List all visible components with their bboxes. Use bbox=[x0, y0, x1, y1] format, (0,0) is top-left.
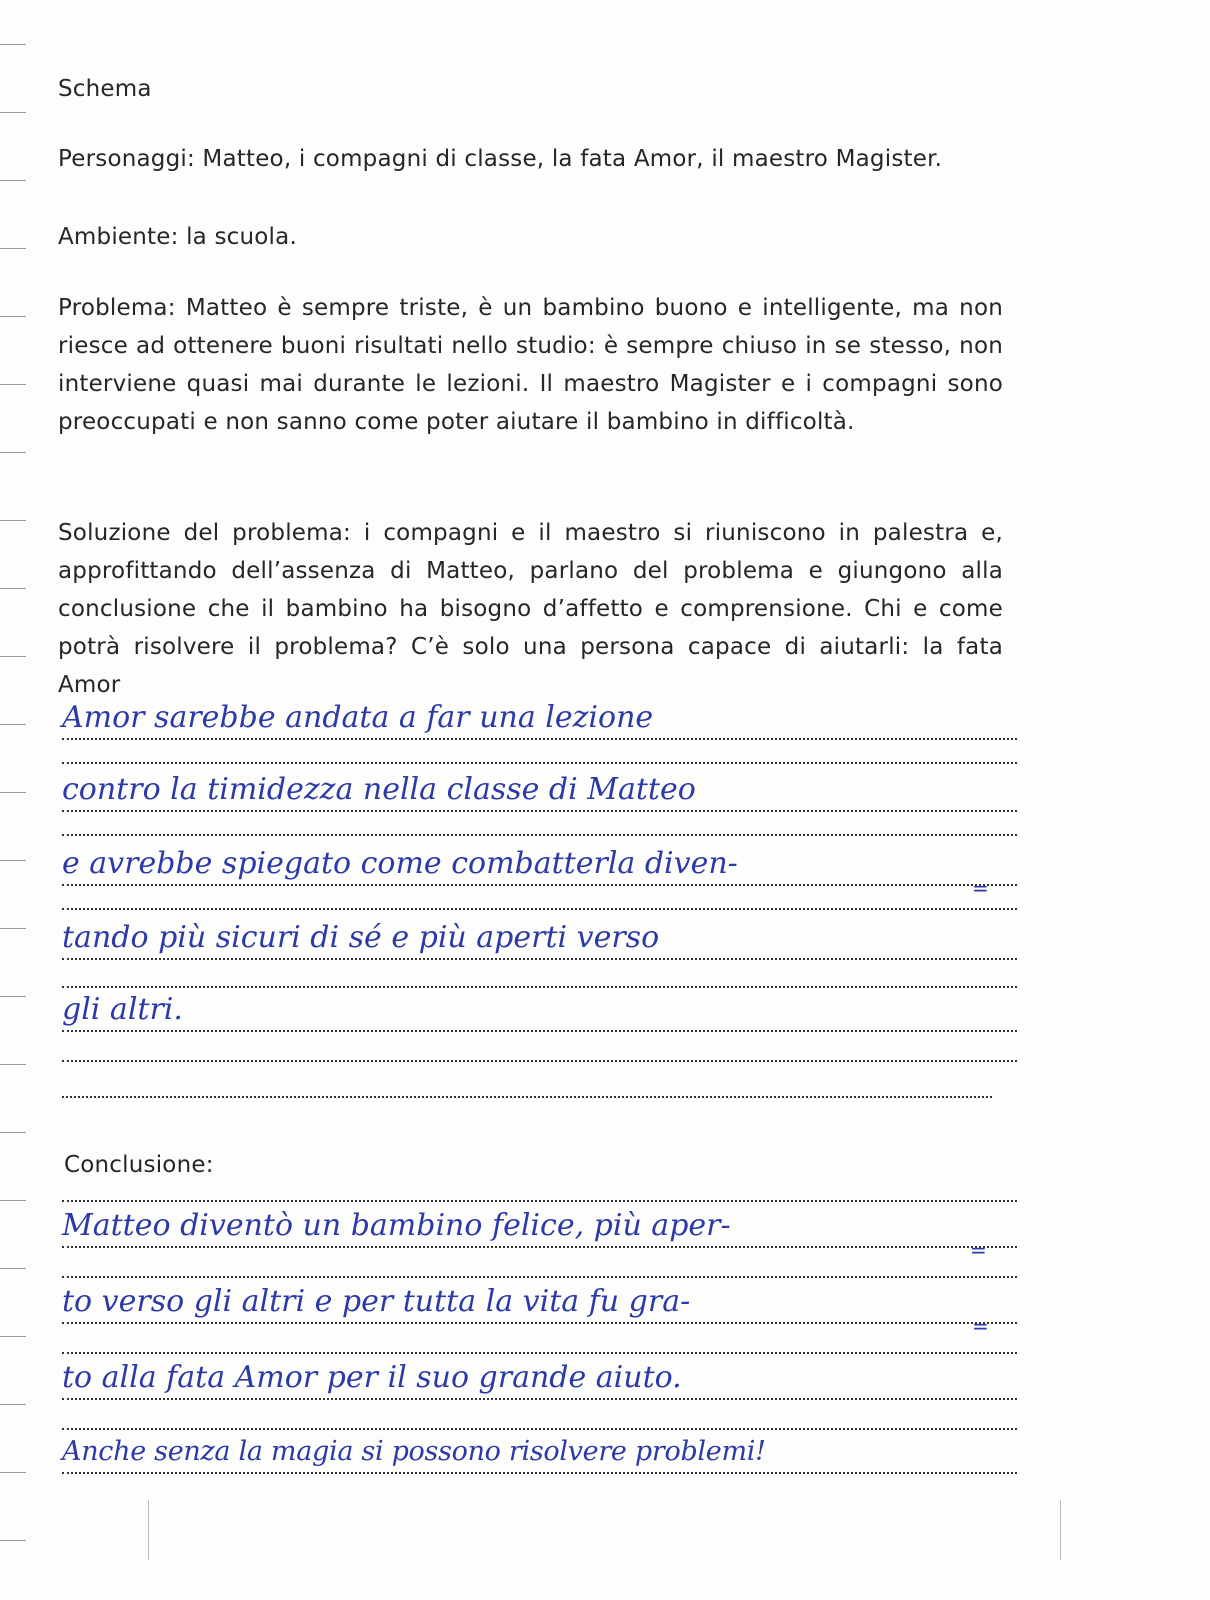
setting-line: Ambiente: la scuola. bbox=[58, 224, 297, 250]
dotted-rule bbox=[62, 908, 1017, 910]
solution-paragraph: Soluzione del problema: i compagni e il maestro si riuniscono in palestra e, approfittando dell’assenza di Matteo, parlano del problema e giungono alla conclusione che il bambino ha bisogno d’affetto e comprensione. Chi e come potrà risolvere il problema? C’è solo una persona capace di aiutarli: la fata Amor bbox=[58, 520, 1003, 698]
dotted-rule bbox=[62, 1096, 992, 1098]
characters-line: Personaggi: Matteo, i compagni di classe, la fata Amor, il maestro Magister. bbox=[58, 146, 943, 172]
dotted-rule bbox=[62, 1352, 1017, 1354]
handwritten-solution-line: e avrebbe spiegato come combatterla diven- bbox=[62, 844, 1017, 886]
notebook-margin-ticks bbox=[0, 0, 30, 1600]
conclusion-label: Conclusione: bbox=[64, 1152, 214, 1178]
handwritten-conclusion-line: to verso gli altri e per tutta la vita fu gra- bbox=[62, 1282, 1017, 1324]
handwritten-solution-line: contro la timidezza nella classe di Matteo bbox=[62, 770, 1017, 812]
dotted-rule bbox=[62, 1428, 1017, 1430]
handwritten-solution-line: tando più sicuri di sé e più aperti verso bbox=[62, 918, 1017, 960]
page-title: Schema bbox=[58, 76, 152, 102]
dotted-rule bbox=[62, 986, 1017, 988]
problem-paragraph: Problema: Matteo è sempre triste, è un bambino buono e intelligente, ma non riesce ad ottenere buoni risultati nello studio: è sempre chiuso in se stesso, non interviene quasi mai durante le lezioni. Il maestro Magister e i compagni sono preoccupati e non sanno come poter aiutare il bambino in difficoltà. bbox=[58, 295, 1003, 435]
handwritten-solution-line: Amor sarebbe andata a far una lezione bbox=[62, 698, 1017, 740]
paper-edge-line bbox=[148, 1500, 149, 1560]
dotted-rule bbox=[62, 1276, 1017, 1278]
handwritten-solution-line: gli altri. bbox=[62, 990, 1017, 1032]
hyphen-mark: = bbox=[972, 1314, 989, 1338]
dotted-rule bbox=[62, 1060, 1017, 1062]
dotted-rule bbox=[62, 834, 1017, 836]
handwritten-conclusion-line: Anche senza la magia si possono risolvere problemi! bbox=[62, 1432, 1017, 1474]
dotted-rule bbox=[62, 762, 1017, 764]
handwritten-conclusion-line: Matteo diventò un bambino felice, più aper- bbox=[62, 1206, 1017, 1248]
dotted-rule bbox=[62, 1200, 1017, 1202]
paper-edge-line bbox=[1060, 1500, 1061, 1560]
hyphen-mark: = bbox=[970, 1238, 987, 1262]
handwritten-conclusion-line: to alla fata Amor per il suo grande aiuto. bbox=[62, 1358, 1017, 1400]
hyphen-mark: = bbox=[972, 876, 989, 900]
